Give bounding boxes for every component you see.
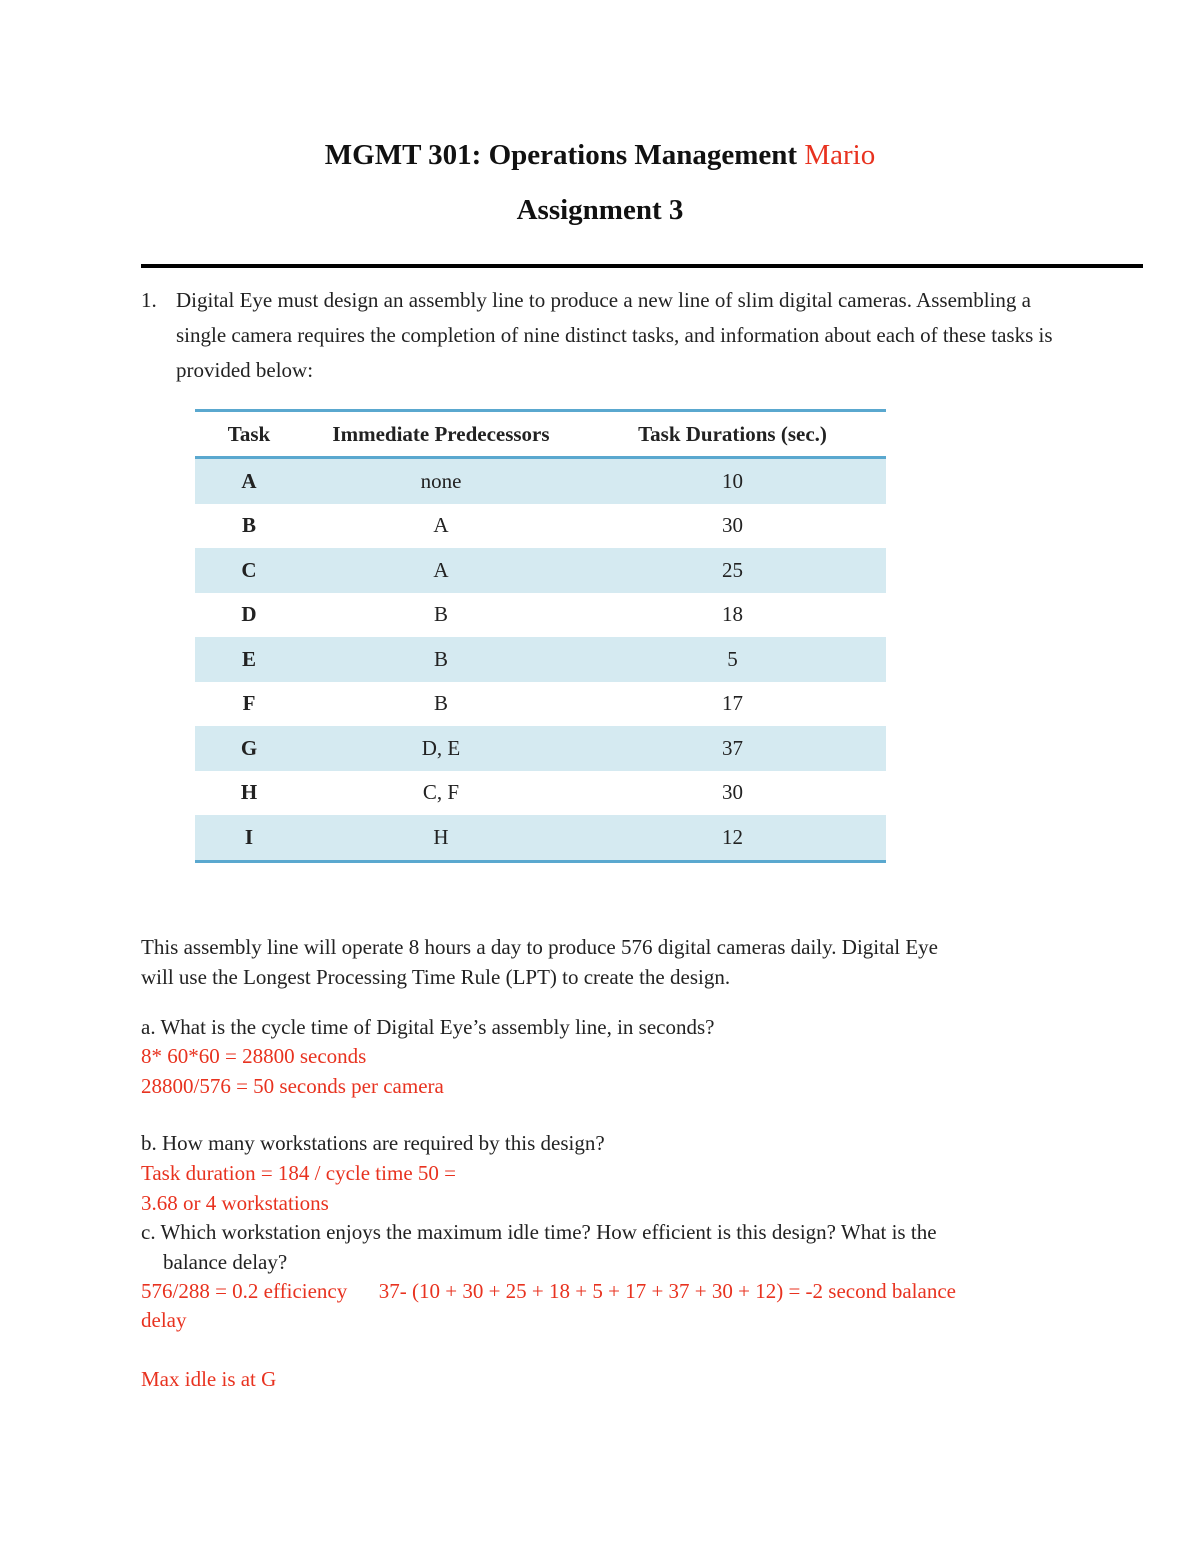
table-row [195,548,886,593]
predecessor-cell: B [433,691,448,716]
table-row [195,458,886,504]
task-cell: C [195,548,303,593]
task-cell: G [195,726,303,771]
part-b-question: b. How many workstations are required by this design? [141,1131,605,1155]
part-b-answer-2: 3.68 or 4 workstations [141,1191,329,1215]
part-a-question: a. What is the cycle time of Digital Eye’s assembly line, in seconds? [141,1015,715,1039]
part-c-answer-1: 576/288 = 0.2 efficiency 37- (10 + 30 + 25 + 18 + 5 + 17 + 37 + 30 + 12) = -2 second balance [141,1279,956,1303]
predecessor-cell: none [303,458,579,504]
task-cell: E [195,637,303,682]
column-header-predecessors: Immediate Predecessors [303,411,579,458]
duration-cell: 37 [579,726,886,771]
part-c-answer-2: delay [141,1308,187,1332]
question-number: 1. [141,288,157,312]
table-row [195,504,886,549]
duration-cell: 18 [722,602,743,627]
student-name: Mario [804,139,876,171]
task-cell: F [242,691,256,716]
part-b-answer-1: Task duration = 184 / cycle time 50 = [141,1161,456,1185]
task-cell: I [195,815,303,861]
table-row [195,593,886,638]
table-row [195,726,886,771]
table-row [195,682,886,727]
predecessor-cell: A [303,548,579,593]
assignment-title: Assignment 3 [516,194,684,226]
table-row [195,637,886,682]
duration-cell: 30 [722,780,743,805]
column-header-task: Task [195,411,303,458]
part-c-question-1: c. Which workstation enjoys the maximum idle time? How efficient is this design? What is the [141,1220,937,1244]
predecessor-cell: H [303,815,579,861]
part-c-question-2: balance delay? [163,1250,288,1274]
part-a-answer-1: 8* 60*60 = 28800 seconds [141,1044,367,1068]
predecessor-cell: D, E [303,726,579,771]
table-row [195,815,886,861]
question-1-text: Digital Eye must design an assembly line to produce a new line of slim digital cameras. Assembling a single camera requires the completion of nine distinct tasks, and information about each of these tasks is provided below: [176,288,1053,382]
column-header-duration: Task Durations (sec.) [579,411,886,458]
duration-cell: 25 [579,548,886,593]
duration-cell: 30 [722,513,743,538]
task-cell: D [241,602,257,627]
task-cell: B [241,513,256,538]
duration-cell: 12 [579,815,886,861]
context-line-2: will use the Longest Processing Time Rule (LPT) to create the design. [141,965,731,989]
duration-cell: 17 [722,691,743,716]
predecessor-cell: C, F [422,780,460,805]
course-title: MGMT 301: Operations Management [324,139,798,171]
header-divider [141,264,1143,268]
predecessor-cell: B [433,602,448,627]
predecessor-cell: A [433,513,449,538]
predecessor-cell: B [303,637,579,682]
table-row [195,771,886,816]
part-a-answer-2: 28800/576 = 50 seconds per camera [141,1074,444,1098]
table-header-row [195,411,886,458]
part-c-answer-3: Max idle is at G [141,1367,277,1391]
task-table [195,409,886,863]
context-line-1: This assembly line will operate 8 hours a day to produce 576 digital cameras daily. Digital Eye [141,935,939,959]
task-cell: A [195,458,303,504]
duration-cell: 5 [579,637,886,682]
task-cell: H [240,780,258,805]
duration-cell: 10 [579,458,886,504]
document-title [0,139,1200,172]
